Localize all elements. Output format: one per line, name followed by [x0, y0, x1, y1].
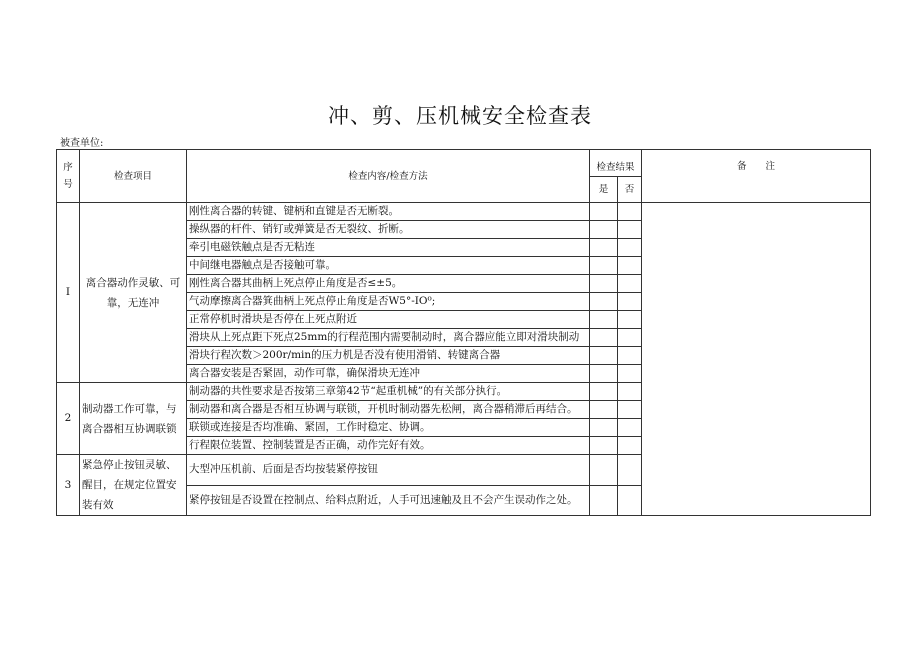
- check-content: 大型冲压机前、后面是否均按装紧停按钮: [187, 455, 590, 486]
- header-remark: 备 注: [642, 150, 871, 203]
- section-item: 离合器动作灵敏、可靠，无连冲: [80, 203, 187, 383]
- page-title: 冲、剪、压机械安全检查表: [328, 104, 592, 128]
- result-yes-cell[interactable]: [590, 203, 618, 221]
- check-content: 制动器和离合器是否相互协调与联锁，开机时制动器先松闸，离合器稍滞后再结合。: [187, 401, 590, 419]
- check-content: 紧停按钮是否设置在控制点、给料点附近，人手可迅速触及且不会产生误动作之处。: [187, 485, 590, 516]
- header-content: 检查内容/检查方法: [187, 150, 590, 203]
- result-yes-cell[interactable]: [590, 347, 618, 365]
- result-yes-cell[interactable]: [590, 257, 618, 275]
- result-yes-cell[interactable]: [590, 221, 618, 239]
- result-no-cell[interactable]: [618, 221, 642, 239]
- header-item: 检查项目: [80, 150, 187, 203]
- result-no-cell[interactable]: [618, 203, 642, 221]
- check-content: 牵引电磁铁触点是否无粘连: [187, 239, 590, 257]
- check-content: 气动摩擦离合器箕曲柄上死点停止角度是否W5°-IO⁰;: [187, 293, 590, 311]
- result-no-cell[interactable]: [618, 347, 642, 365]
- result-yes-cell[interactable]: [590, 311, 618, 329]
- result-no-cell[interactable]: [618, 311, 642, 329]
- result-yes-cell[interactable]: [590, 293, 618, 311]
- remark-cell[interactable]: [642, 203, 871, 516]
- table-row: [57, 203, 871, 221]
- header-no: 否: [618, 177, 642, 203]
- result-yes-cell[interactable]: [590, 275, 618, 293]
- header-result: 检查结果: [590, 150, 642, 177]
- section-seq: I: [57, 203, 80, 383]
- result-no-cell[interactable]: [618, 437, 642, 455]
- result-no-cell[interactable]: [618, 401, 642, 419]
- result-yes-cell[interactable]: [590, 419, 618, 437]
- check-content: 滑块从上死点距下死点25mm的行程范围内需要制动时，离合器应能立即对滑块制动: [187, 329, 590, 347]
- result-yes-cell[interactable]: [590, 383, 618, 401]
- check-content: 离合器安装是否紧固，动作可靠，确保滑块无连冲: [187, 365, 590, 383]
- result-no-cell[interactable]: [618, 329, 642, 347]
- result-yes-cell[interactable]: [590, 455, 618, 486]
- check-content: 中间继电器触点是否接触可靠。: [187, 257, 590, 275]
- inspection-table: [56, 149, 871, 516]
- check-content: 行程限位装置、控制装置是否正确，动作完好有效。: [187, 437, 590, 455]
- result-no-cell[interactable]: [618, 275, 642, 293]
- header-row: [57, 150, 871, 177]
- result-no-cell[interactable]: [618, 293, 642, 311]
- check-content: 滑块行程次数＞200r/min的压力机是否没有使用滑销、转键离合器: [187, 347, 590, 365]
- result-no-cell[interactable]: [618, 485, 642, 516]
- result-no-cell[interactable]: [618, 257, 642, 275]
- section-item: 制动器工作可靠，与离合器相互协调联锁: [80, 383, 187, 455]
- check-content: 制动器的共性要求是否按第三章第42节“起重机械”的有关部分执行。: [187, 383, 590, 401]
- result-yes-cell[interactable]: [590, 401, 618, 419]
- result-yes-cell[interactable]: [590, 365, 618, 383]
- header-seq: 序号: [57, 150, 80, 203]
- check-content: 正常停机时滑块是否停在上死点附近: [187, 311, 590, 329]
- section-seq: 2: [57, 383, 80, 455]
- result-yes-cell[interactable]: [590, 239, 618, 257]
- check-content: 刚性离合器其曲柄上死点停止角度是否≤±5。: [187, 275, 590, 293]
- result-yes-cell[interactable]: [590, 485, 618, 516]
- result-no-cell[interactable]: [618, 365, 642, 383]
- section-seq: 3: [57, 455, 80, 516]
- result-no-cell[interactable]: [618, 455, 642, 486]
- section-item: 紧急停止按钮灵敏、醒目，在规定位置安装有效: [80, 455, 187, 516]
- header-yes: 是: [590, 177, 618, 203]
- inspected-unit-label: 被查单位:: [60, 138, 104, 149]
- result-yes-cell[interactable]: [590, 329, 618, 347]
- result-no-cell[interactable]: [618, 419, 642, 437]
- check-content: 操纵器的杆件、销钉或弹簧是否无裂纹、折断。: [187, 221, 590, 239]
- result-no-cell[interactable]: [618, 383, 642, 401]
- check-content: 刚性离合器的转键、键柄和直键是否无断裂。: [187, 203, 590, 221]
- result-yes-cell[interactable]: [590, 437, 618, 455]
- check-content: 联锁或连接是否均准确、紧固，工作时稳定、协调。: [187, 419, 590, 437]
- result-no-cell[interactable]: [618, 239, 642, 257]
